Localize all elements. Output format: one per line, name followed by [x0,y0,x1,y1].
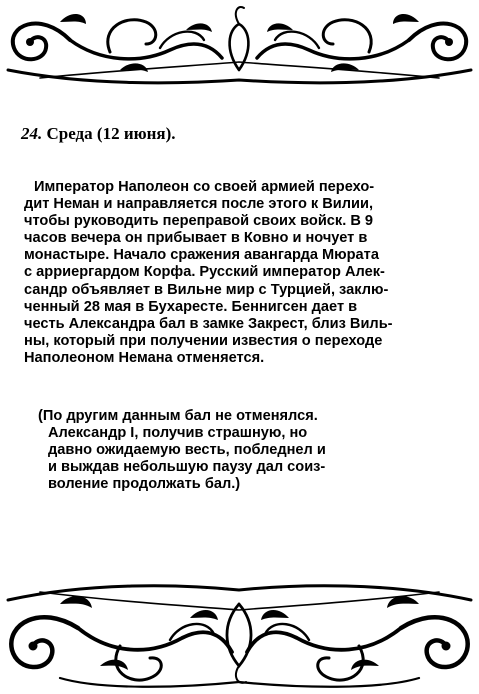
body-line: честь Александра бал в замке Закрест, близ Виль- [24,315,393,332]
body-line: ны, который при получении известия о переходе [24,332,383,349]
note-line: давно ожидаемую весть, побледнел и [48,442,326,459]
entry-date: Среда (12 июня). [42,124,176,143]
entry-note [38,408,438,493]
note-line: (По другим данным бал не отменялся. [38,408,318,424]
bottom-ornament-border [0,574,479,694]
note-line: воление продолжать бал.) [48,476,241,493]
body-line: Наполеоном Немана отменяется. [24,349,265,366]
body-line: с арриергардом Корфа. Русский император Алек- [24,264,385,281]
body-line: монастыре. Начало сражения авангарда Мюрата [24,247,379,264]
body-line: дит Неман и направляется после этого к Вилии, [24,196,374,213]
top-ornament-border [0,0,479,92]
entry-body [24,179,464,367]
body-line: сандр объявляет в Вильне мир с Турцией, заклю- [24,281,389,298]
body-line: Император Наполеон со своей армией перехо- [34,179,375,195]
body-line: ченный 28 мая в Бухаресте. Беннигсен дает в [24,298,358,315]
body-line: чтобы руководить переправой своих войск. В 9 [24,213,374,230]
entry-number: 24. [21,124,43,143]
body-line: часов вечера он прибывает в Ковно и ночует в [24,230,368,247]
note-line: Александр I, получив страшную, но [48,425,308,442]
entry-heading [21,124,176,144]
note-line: и выждав небольшую паузу дал соиз- [48,459,326,476]
